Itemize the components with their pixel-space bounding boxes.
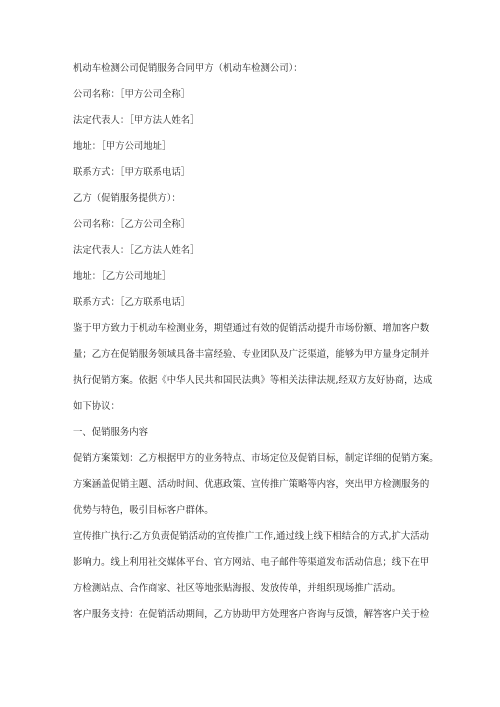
party-b-address: 地址：［乙方公司地址］ [73,271,172,282]
service-paragraph [73,608,433,621]
party-b-company-name: 公司名称：［乙方公司全称］ [73,219,191,230]
paragraph-line: 方检测站点、合作商家、社区等地张贴海报、发放传单，并组织现场推广活动。 [73,583,402,594]
paragraph-line: 如下协议： [73,401,120,412]
party-a-legal-rep: 法定代表人：［甲方法人姓名］ [73,115,200,126]
paragraph-line: 执行促销方案。依据《中华人民共和国民法典》等相关法律法规,经双方友好协商，达成 [73,375,433,386]
party-a-header: 机动车检测公司促销服务合同甲方（机动车检测公司）： [73,63,303,74]
paragraph-line: 优势与特色，吸引目标客户群体。 [73,505,214,516]
paragraph-line: 影响力。线上利用社交媒体平台、官方网站、电子邮件等渠道发布活动信息；线下在甲 [73,557,430,568]
party-a-company-name: 公司名称：［甲方公司全称］ [73,89,191,100]
paragraph-line: 方案涵盖促销主题、活动时间、优惠政策、宣传推广策略等内容，突出甲方检测服务的 [73,479,430,490]
party-a-address: 地址：［甲方公司地址］ [73,141,172,152]
plan-paragraph [73,452,439,517]
paragraph-line: 促销方案策划：乙方根据甲方的业务特点、市场定位及促销目标，制定详细的促销方案。 [73,453,439,464]
promo-paragraph [73,530,433,595]
paragraph-line: 鉴于甲方致力于机动车检测业务，期望通过有效的促销活动提升市场份额、增加客户数 [73,323,430,334]
intro-paragraph [73,322,433,413]
party-b-contact: 联系方式：［乙方联系电话］ [73,297,191,308]
party-b-header: 乙方（促销服务提供方）： [73,193,181,204]
section-1-title: 一、促销服务内容 [73,427,149,438]
contract-page [73,62,439,621]
paragraph-line: 宣传推广执行:乙方负责促销活动的宣传推广工作,通过线上线下相结合的方式,扩大活动 [73,531,429,542]
paragraph-line: 量；乙方在促销服务领域具备丰富经验、专业团队及广泛渠道，能够为甲方量身定制并 [73,349,430,360]
paragraph-line: 客户服务支持：在促销活动期间，乙方协助甲方处理客户咨询与反馈，解答客户关于检 [73,609,430,620]
party-a-contact: 联系方式：［甲方联系电话］ [73,167,191,178]
party-b-legal-rep: 法定代表人：［乙方法人姓名］ [73,245,200,256]
